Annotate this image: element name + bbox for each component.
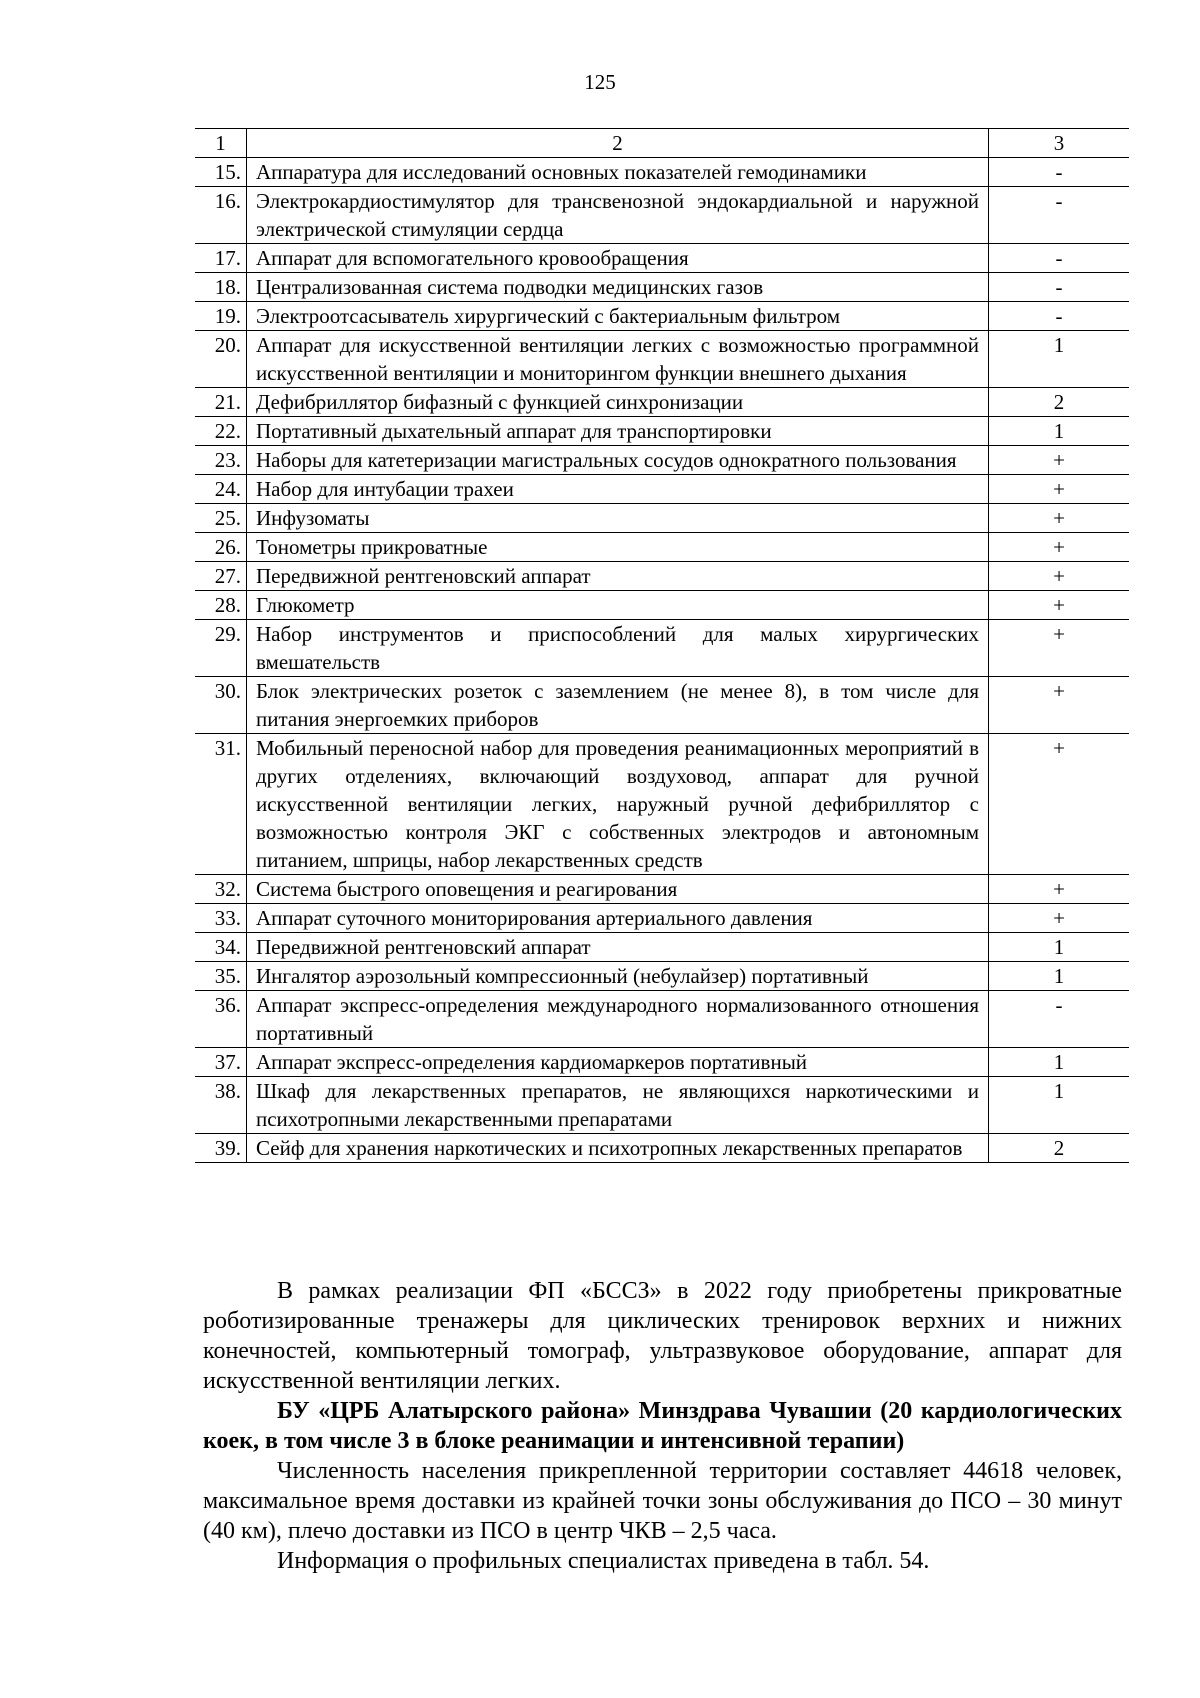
- equipment-quantity: -: [989, 273, 1130, 302]
- equipment-quantity: 1: [989, 933, 1130, 962]
- equipment-quantity: +: [989, 562, 1130, 591]
- equipment-quantity: +: [989, 875, 1130, 904]
- header-col-3: 3: [989, 129, 1130, 158]
- row-number: 28.: [195, 591, 247, 620]
- equipment-name: Шкаф для лекарственных препаратов, не являющихся наркотическими и психотропными лекарственными препаратами: [247, 1077, 989, 1134]
- row-number: 31.: [195, 734, 247, 875]
- equipment-name: Аппарат для вспомогательного кровообращения: [247, 244, 989, 273]
- row-number: 30.: [195, 677, 247, 734]
- table-row: [195, 1134, 1129, 1163]
- row-number: 27.: [195, 562, 247, 591]
- table-row: [195, 158, 1129, 187]
- equipment-quantity: +: [989, 504, 1130, 533]
- equipment-quantity: -: [989, 302, 1130, 331]
- row-number: 25.: [195, 504, 247, 533]
- row-number: 18.: [195, 273, 247, 302]
- table-header-row: [195, 129, 1129, 158]
- row-number: 38.: [195, 1077, 247, 1134]
- equipment-quantity: 2: [989, 388, 1130, 417]
- equipment-quantity: +: [989, 904, 1130, 933]
- equipment-name: Аппарат суточного мониторирования артериального давления: [247, 904, 989, 933]
- equipment-quantity: 1: [989, 417, 1130, 446]
- equipment-name: Сейф для хранения наркотических и психотропных лекарственных препаратов: [247, 1134, 989, 1163]
- equipment-name: Портативный дыхательный аппарат для транспортировки: [247, 417, 989, 446]
- table-row: [195, 677, 1129, 734]
- page-number: 125: [584, 70, 616, 94]
- equipment-quantity: -: [989, 158, 1130, 187]
- equipment-quantity: +: [989, 591, 1130, 620]
- table-row: [195, 331, 1129, 388]
- equipment-name: Тонометры прикроватные: [247, 533, 989, 562]
- table-row: [195, 904, 1129, 933]
- equipment-name: Инфузоматы: [247, 504, 989, 533]
- equipment-quantity: -: [989, 187, 1130, 244]
- paragraph-population: Численность населения прикрепленной территории составляет 44618 человек, максимальное время доставки из крайней точки зоны обслуживания до ПСО – 30 минут (40 км), плечо доставки из ПСО в центр ЧКВ – 2,5 часа.: [203, 1458, 1122, 1544]
- row-number: 19.: [195, 302, 247, 331]
- row-number: 32.: [195, 875, 247, 904]
- row-number: 36.: [195, 991, 247, 1048]
- row-number: 37.: [195, 1048, 247, 1077]
- table-row: [195, 504, 1129, 533]
- table-row: [195, 591, 1129, 620]
- equipment-quantity: -: [989, 244, 1130, 273]
- equipment-quantity: +: [989, 734, 1130, 875]
- row-number: 17.: [195, 244, 247, 273]
- equipment-quantity: -: [989, 991, 1130, 1048]
- equipment-name: Набор для интубации трахеи: [247, 475, 989, 504]
- table-row: [195, 1077, 1129, 1134]
- equipment-name: Мобильный переносной набор для проведения реанимационных мероприятий в других отделениях, включающий воздуховод, аппарат для ручной искусственной вентиляции легких, наружный ручной дефибриллятор с возможностью контроля ЭКГ с собственных электродов и автономным питанием, шприцы, набор лекарственных средств: [247, 734, 989, 875]
- table-row: [195, 875, 1129, 904]
- table-row: [195, 1048, 1129, 1077]
- equipment-quantity: 2: [989, 1134, 1130, 1163]
- equipment-quantity: 1: [989, 1048, 1130, 1077]
- equipment-name: Электрокардиостимулятор для трансвенозной эндокардиальной и наружной электрической стимуляции сердца: [247, 187, 989, 244]
- row-number: 39.: [195, 1134, 247, 1163]
- equipment-name: Набор инструментов и приспособлений для малых хирургических вмешательств: [247, 620, 989, 677]
- equipment-quantity: +: [989, 475, 1130, 504]
- equipment-name: Аппарат экспресс-определения кардиомаркеров портативный: [247, 1048, 989, 1077]
- equipment-name: Централизованная система подводки медицинских газов: [247, 273, 989, 302]
- row-number: 26.: [195, 533, 247, 562]
- row-number: 35.: [195, 962, 247, 991]
- equipment-name: Аппарат экспресс-определения международного нормализованного отношения портативный: [247, 991, 989, 1048]
- table-row: [195, 475, 1129, 504]
- equipment-quantity: 1: [989, 331, 1130, 388]
- row-number: 22.: [195, 417, 247, 446]
- table-row: [195, 388, 1129, 417]
- equipment-name: Система быстрого оповещения и реагирования: [247, 875, 989, 904]
- equipment-name: Наборы для катетеризации магистральных сосудов однократного пользования: [247, 446, 989, 475]
- table-row: [195, 991, 1129, 1048]
- table-row: [195, 446, 1129, 475]
- table-row: [195, 417, 1129, 446]
- paragraph-specialists-reference: Информация о профильных специалистах приведена в табл. 54.: [277, 1548, 930, 1574]
- table-row: [195, 533, 1129, 562]
- equipment-quantity: +: [989, 677, 1130, 734]
- header-col-1: 1: [195, 129, 247, 158]
- equipment-quantity: 1: [989, 962, 1130, 991]
- equipment-quantity: +: [989, 446, 1130, 475]
- equipment-table: [195, 128, 1129, 1163]
- row-number: 21.: [195, 388, 247, 417]
- equipment-name: Аппарат для искусственной вентиляции легких с возможностью программной искусственной вентиляции и мониторингом функции внешнего дыхания: [247, 331, 989, 388]
- row-number: 29.: [195, 620, 247, 677]
- table-row: [195, 302, 1129, 331]
- row-number: 16.: [195, 187, 247, 244]
- row-number: 24.: [195, 475, 247, 504]
- equipment-name: Аппаратура для исследований основных показателей гемодинамики: [247, 158, 989, 187]
- equipment-name: Электроотсасыватель хирургический с бактериальным фильтром: [247, 302, 989, 331]
- row-number: 15.: [195, 158, 247, 187]
- table-row: [195, 187, 1129, 244]
- equipment-quantity: +: [989, 620, 1130, 677]
- row-number: 33.: [195, 904, 247, 933]
- equipment-quantity: 1: [989, 1077, 1130, 1134]
- equipment-name: Передвижной рентгеновский аппарат: [247, 933, 989, 962]
- equipment-name: Передвижной рентгеновский аппарат: [247, 562, 989, 591]
- table-row: [195, 734, 1129, 875]
- table-row: [195, 933, 1129, 962]
- table-row: [195, 962, 1129, 991]
- table-row: [195, 620, 1129, 677]
- table-row: [195, 562, 1129, 591]
- table-row: [195, 273, 1129, 302]
- equipment-name: Ингалятор аэрозольный компрессионный (небулайзер) портативный: [247, 962, 989, 991]
- table-row: [195, 244, 1129, 273]
- header-col-2: 2: [247, 129, 989, 158]
- equipment-quantity: +: [989, 533, 1130, 562]
- body-text: [203, 1276, 1122, 1576]
- row-number: 20.: [195, 331, 247, 388]
- equipment-name: Глюкометр: [247, 591, 989, 620]
- row-number: 34.: [195, 933, 247, 962]
- row-number: 23.: [195, 446, 247, 475]
- section-heading-alatyr-hospital: БУ «ЦРБ Алатырского района» Минздрава Чувашии (20 кардиологических коек, в том числе 3 в блоке реанимации и интенсивной терапии): [203, 1398, 1122, 1454]
- equipment-name: Дефибриллятор бифазный с функцией синхронизации: [247, 388, 989, 417]
- paragraph-equipment-purchase: В рамках реализации ФП «БССЗ» в 2022 году приобретены прикроватные роботизированные тренажеры для циклических тренировок верхних и нижних конечностей, компьютерный томограф, ультразвуковое оборудование, аппарат для искусственной вентиляции легких.: [203, 1278, 1122, 1394]
- equipment-name: Блок электрических розеток с заземлением (не менее 8), в том числе для питания энергоемких приборов: [247, 677, 989, 734]
